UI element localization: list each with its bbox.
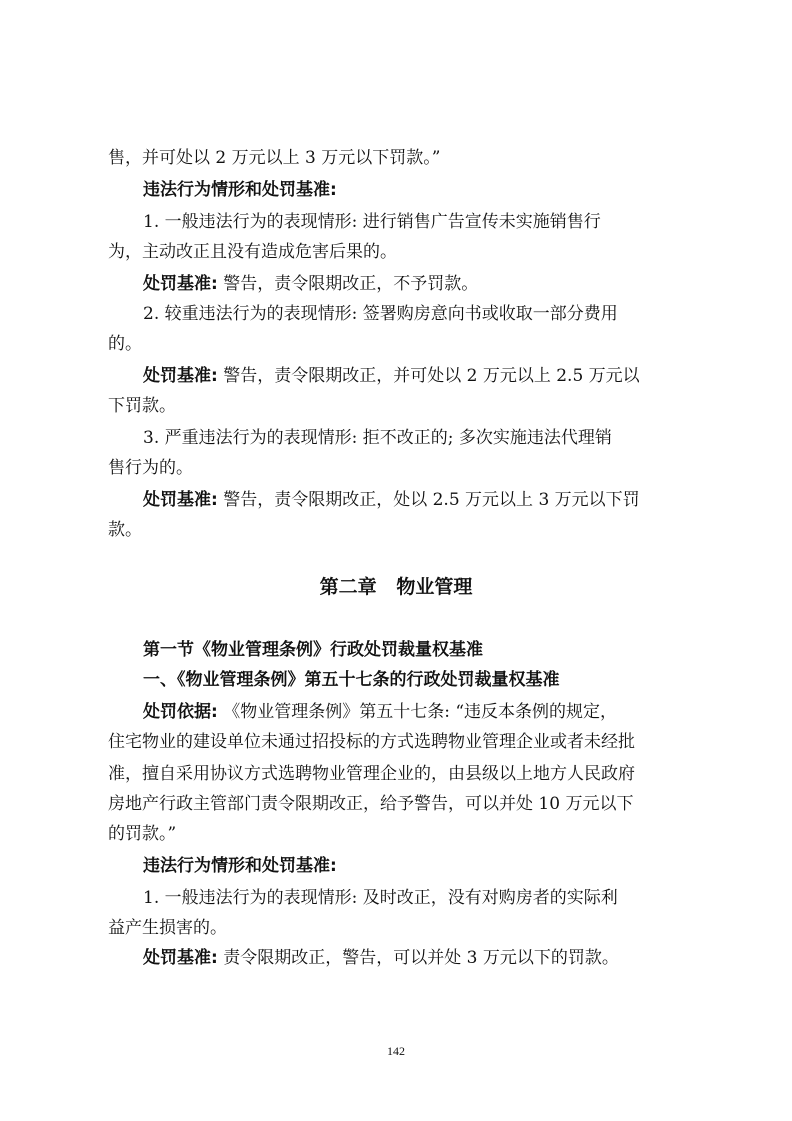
penalty-standard-severe-line2: 款。 [108, 520, 142, 540]
penalty-basis-line4: 房地产行政主管部门责令限期改正，给予警告，可以并处 10 万元以下 [108, 794, 634, 814]
penalty-standard-text: 警告，责令限期改正，并可处以 2 万元以上 2.5 万元以 [217, 366, 640, 386]
article-title: 一、《物业管理条例》第五十七条的行政处罚裁量权基准 [143, 670, 560, 690]
penalty-basis-line5: 的罚款。” [108, 824, 177, 844]
paragraph-general-violation-line1: 1. 一般违法行为的表现情形: 进行销售广告宣传未实施销售行 [143, 212, 601, 232]
penalty-standard-text: 警告，责令限期改正，处以 2.5 万元以上 3 万元以下罚 [217, 490, 640, 510]
penalty-basis-label: 处罚依据: [143, 702, 218, 722]
penalty-standard-severe-line1 [143, 488, 688, 512]
penalty-standard-label: 处罚基准: [143, 948, 218, 968]
section-title: 第一节《物业管理条例》行政处罚裁量权基准 [143, 640, 483, 660]
penalty-standard-text: 责令限期改正，警告，可以并处 3 万元以下的罚款。 [217, 948, 619, 968]
paragraph-general-violation-line1: 1. 一般违法行为的表现情形: 及时改正，没有对购房者的实际利 [143, 888, 618, 908]
penalty-standard-serious-line2: 下罚款。 [108, 396, 176, 416]
paragraph-serious-violation-line1: 2. 较重违法行为的表现情形: 签署购房意向书或收取一部分费用 [143, 304, 618, 324]
penalty-standard-general [143, 946, 688, 970]
paragraph-general-violation-line2: 益产生损害的。 [108, 918, 227, 938]
penalty-basis-line1 [143, 700, 688, 724]
penalty-basis-line3: 准，擅自采用协议方式选聘物业管理企业的，由县级以上地方人民政府 [108, 764, 635, 784]
penalty-standard-serious-line1 [143, 364, 688, 388]
penalty-standard-text: 警告，责令限期改正，不予罚款。 [217, 274, 479, 294]
penalty-standard-label: 处罚基准: [143, 490, 218, 510]
penalty-basis-text: 《物业管理条例》第五十七条: “违反本条例的规定， [217, 702, 618, 722]
subheading-violation-criteria: 违法行为情形和处罚基准: [143, 856, 337, 876]
paragraph-general-violation-line2: 为，主动改正且没有造成危害后果的。 [108, 242, 397, 262]
penalty-standard-label: 处罚基准: [143, 366, 218, 386]
paragraph-severe-violation-line1: 3. 严重违法行为的表现情形: 拒不改正的; 多次实施违法代理销 [143, 428, 612, 448]
chapter-title: 第二章 物业管理 [319, 576, 473, 598]
penalty-standard-label: 处罚基准: [143, 274, 218, 294]
penalty-standard-general [143, 272, 688, 296]
paragraph-severe-violation-line2: 售行为的。 [108, 458, 193, 478]
paragraph-continuation: 售，并可处以 2 万元以上 3 万元以下罚款。” [108, 148, 441, 168]
subheading-violation-criteria: 违法行为情形和处罚基准: [143, 180, 337, 200]
paragraph-serious-violation-line2: 的。 [108, 334, 142, 354]
page-number: 142 [387, 1044, 405, 1058]
penalty-basis-line2: 住宅物业的建设单位未通过招投标的方式选聘物业管理企业或者未经批 [108, 732, 635, 752]
